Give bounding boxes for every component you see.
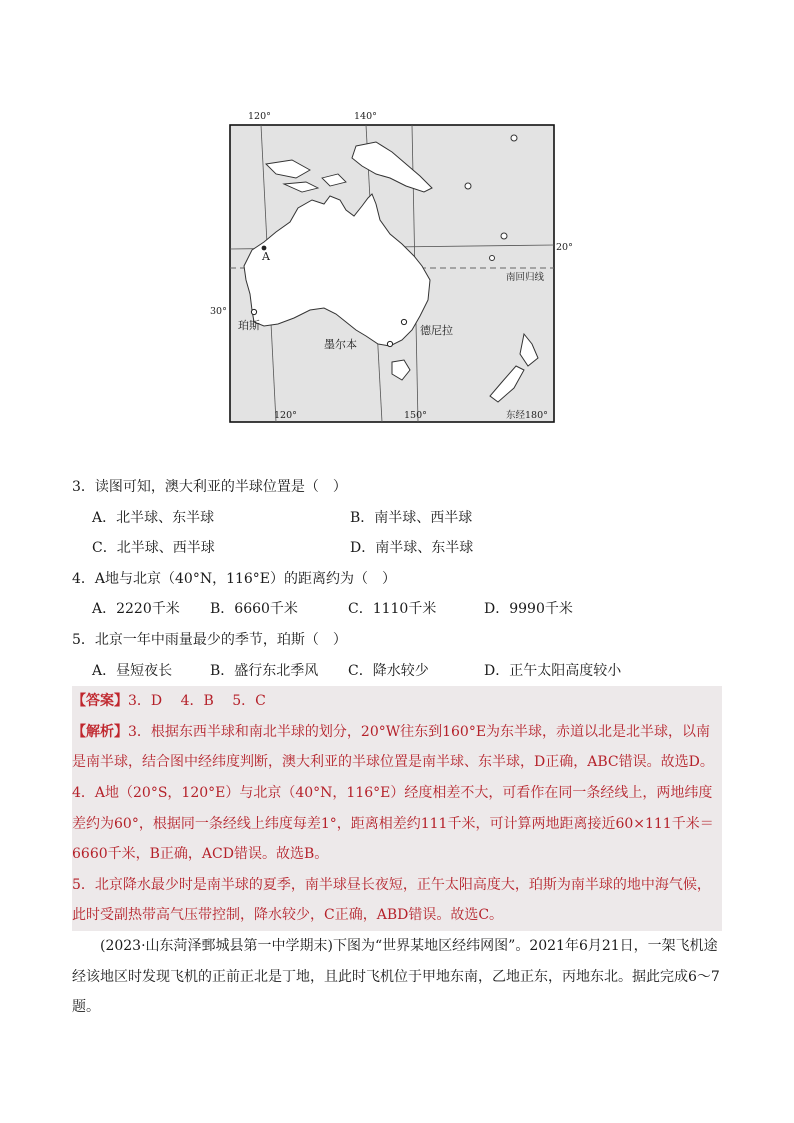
perth-dot: [251, 309, 256, 314]
q4-option-d: D．9990千米: [484, 601, 573, 618]
q5-option-b: B．盛行东北季风: [210, 662, 319, 679]
q4-option-c: C．1110千米: [348, 601, 437, 618]
island-4: [490, 256, 495, 261]
answer-line: [72, 686, 722, 717]
lon-label-bottom-150: 150°: [404, 410, 427, 421]
question-4-options: [72, 594, 722, 625]
next-question-intro: (2023·山东菏泽鄄城县第一中学期末)下图为“世界某地区经纬网图”。2021年6月21日，一架飞机途经该地区时发现飞机的正前正北是丁地，且此时飞机位于甲地东南，乙地正东，丙地东北。据此完成6～7题。: [72, 937, 720, 1016]
melbourne-dot: [387, 341, 392, 346]
q3-option-c: C．北半球、西半球: [92, 540, 215, 557]
lon-label-bottom-180: 东经180°: [506, 410, 548, 421]
lat-label-20: 20°: [556, 242, 573, 253]
answer-analysis-block: [72, 686, 722, 931]
question-5-stem: 5．北京一年中雨量最少的季节，珀斯（ ）: [72, 631, 347, 648]
point-a-label: A: [262, 250, 270, 263]
analysis-paragraph-3: 5．北京降水最少时是南半球的夏季，南半球昼长夜短，正午太阳高度大，珀斯为南半球的地中海气候，此时受副热带高气压带控制，降水较少，C正确，ABD错误。故选C。: [72, 876, 711, 924]
question-4-stem: 4．A地与北京（40°N，116°E）的距离约为（ ）: [72, 570, 397, 587]
analysis-text-1: 3．根据东西半球和南北半球的划分，20°W往东到160°E为东半球，赤道以北是北半球，以南是南半球，结合图中经纬度判断，澳大利亚的半球位置是南半球、东半球，D正确，ABC错误。故选D。: [72, 723, 714, 771]
q5-option-a: A．昼短夜长: [92, 662, 173, 679]
q3-option-b: B．南半球、西半球: [350, 509, 473, 526]
island-2: [465, 183, 471, 189]
q3-option-d: D．南半球、东半球: [350, 540, 474, 557]
analysis-paragraph-1: [72, 717, 722, 778]
question-content: [72, 472, 722, 1023]
lon-label-top-140: 140°: [354, 111, 377, 122]
question-5-options: [72, 656, 722, 687]
q3-option-a: A．北半球、东半球: [92, 509, 215, 526]
island-1: [511, 135, 517, 141]
answer-text: 3．D 4．B 5．C: [128, 693, 266, 710]
tropic-label: 南回归线: [506, 272, 545, 283]
denilla-dot: [401, 319, 406, 324]
australia-map: [206, 104, 573, 432]
analysis-paragraph-2: 4．A地（20°S，120°E）与北京（40°N，116°E）经度相差不大，可看作在同一条经线上，两地纬度差约为60°，根据同一条经线上纬度每差1°，距离相差约111千米，可计算两地距离接近60×111千米＝6660千米，B正确，ACD错误。故选B。: [72, 784, 714, 863]
question-3-stem: 3．读图可知，澳大利亚的半球位置是（ ）: [72, 479, 347, 495]
denilla-label: 德尼拉: [420, 324, 453, 337]
q4-option-a: A．2220千米: [92, 601, 180, 618]
q5-option-d: D．正午太阳高度较小: [484, 662, 622, 679]
question-3-options-row-2: [72, 533, 722, 564]
q5-option-c: C．降水较少: [348, 662, 429, 679]
lon-label-top-120: 120°: [248, 111, 271, 122]
perth-label: 珀斯: [238, 319, 260, 332]
q4-option-b: B．6660千米: [210, 601, 298, 618]
question-3-options-row-1: [72, 503, 722, 534]
island-3: [501, 233, 507, 239]
lat-label-30: 30°: [210, 306, 227, 317]
lon-label-bottom-120: 120°: [274, 410, 297, 421]
melbourne-label: 墨尔本: [324, 338, 357, 351]
analysis-tag: 【解析】: [72, 723, 128, 740]
answer-tag: 【答案】: [72, 693, 128, 710]
